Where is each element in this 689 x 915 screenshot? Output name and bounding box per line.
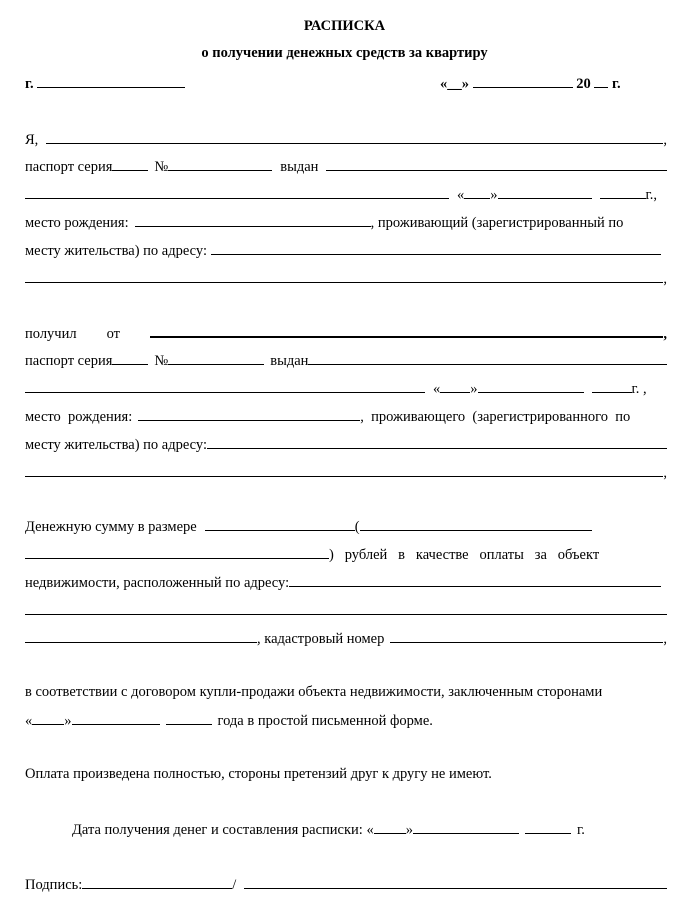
signature-label: Подпись:: [25, 877, 83, 893]
payer-address-row: [25, 435, 667, 454]
sum-amount-row: [25, 517, 667, 536]
payer-residing-label: , проживающего (зарегистрированного по: [360, 409, 631, 425]
document-subtitle: о получении денежных средств за квартиру: [201, 45, 488, 61]
payer-comma: ,: [663, 326, 667, 342]
contract-date-close: »: [64, 713, 72, 729]
contract-date-open: «: [25, 713, 33, 729]
sum-rubles-text: ) рублей в качестве оплаты за объект: [329, 547, 600, 563]
sum-property-blank-3[interactable]: [25, 629, 257, 643]
recipient-number-blank[interactable]: [168, 157, 272, 171]
payer-address-row-2: [25, 463, 667, 482]
receipt-month-blank[interactable]: [413, 820, 519, 834]
receipt-year-suffix: г.: [576, 822, 585, 838]
recipient-name-blank[interactable]: [46, 130, 663, 144]
sum-property-blank-2[interactable]: [25, 601, 667, 615]
payer-quote-open: «: [433, 381, 441, 397]
payer-name-blank[interactable]: [150, 323, 663, 338]
sum-end-comma: ,: [663, 631, 667, 647]
recipient-quote-close: »: [490, 187, 498, 203]
receipt-date-row: [72, 820, 585, 839]
recipient-name-row: [25, 130, 667, 149]
sum-property-label: недвижимости, расположенный по адресу:: [25, 575, 290, 591]
payer-passport-row: [25, 351, 667, 370]
recipient-end-comma: ,: [663, 271, 667, 287]
city-blank[interactable]: [37, 74, 185, 88]
receipt-date-close: »: [405, 822, 413, 838]
recipient-birthplace-label: место рождения:: [25, 215, 129, 231]
payer-number-blank[interactable]: [168, 351, 264, 365]
signature-name-blank[interactable]: [244, 875, 667, 889]
receipt-date-label: Дата получения денег и составления расписки: «: [72, 822, 374, 838]
sum-words-blank-2[interactable]: [25, 545, 329, 559]
document-title: РАСПИСКА: [303, 18, 386, 34]
sum-property-blank[interactable]: [289, 573, 661, 587]
payer-address-blank[interactable]: [207, 435, 667, 449]
payer-address-blank-2[interactable]: [25, 463, 663, 477]
sum-words-blank[interactable]: [360, 517, 592, 531]
recipient-number-sign: №: [154, 159, 169, 175]
date-month-blank[interactable]: [473, 74, 573, 88]
payer-issued-blank[interactable]: [308, 351, 667, 365]
contract-date-row: [25, 711, 667, 730]
receipt-day-blank[interactable]: [374, 820, 406, 834]
recipient-series-blank[interactable]: [112, 157, 148, 171]
date-year-blank[interactable]: [594, 74, 608, 88]
payer-day-blank[interactable]: [440, 379, 470, 393]
recipient-passport-label: паспорт серия: [25, 159, 113, 175]
payer-year-blank[interactable]: [592, 379, 632, 393]
payer-birthplace-blank[interactable]: [138, 407, 360, 421]
date-day: «__»: [440, 76, 469, 92]
recipient-i-label: Я,: [25, 132, 39, 148]
recipient-issuer-blank[interactable]: [25, 185, 449, 199]
sum-cadastral-row: [25, 629, 667, 648]
payer-passport-label: паспорт серия: [25, 353, 113, 369]
payer-address-label: месту жительства) по адресу:: [25, 437, 207, 453]
sum-rubles-row: [25, 545, 667, 564]
sum-paren-open: (: [354, 519, 360, 535]
payer-received-label: получил: [25, 326, 77, 342]
recipient-birthplace-row: [25, 213, 667, 232]
date-year-prefix: 20: [576, 76, 591, 92]
contract-year-blank[interactable]: [166, 711, 212, 725]
payer-number-sign: №: [154, 353, 169, 369]
recipient-address-blank[interactable]: [211, 241, 661, 255]
payer-year-suffix: г. ,: [631, 381, 647, 397]
date-year-suffix: г.: [612, 76, 621, 92]
sum-cadastral-blank[interactable]: [390, 629, 663, 643]
recipient-issued-label: выдан: [280, 159, 319, 175]
signature-row: [25, 875, 667, 894]
signature-slash: /: [232, 877, 237, 893]
payment-text: Оплата произведена полностью, стороны претензий друг к другу не имеют.: [25, 766, 492, 782]
recipient-address-row-2: [25, 269, 667, 288]
payer-issuer-blank[interactable]: [25, 379, 425, 393]
recipient-comma: ,: [663, 132, 667, 148]
contract-text: в соответствии с договором купли-продажи объекта недвижимости, заключенным сторонами: [25, 684, 603, 700]
recipient-passport-row: [25, 157, 667, 176]
recipient-residing-label: , проживающий (зарегистрированный по: [370, 215, 624, 231]
date-field: [440, 74, 621, 93]
city-label: г.: [25, 76, 34, 92]
contract-day-blank[interactable]: [32, 711, 64, 725]
receipt-year-blank[interactable]: [525, 820, 571, 834]
recipient-address-row: [25, 241, 667, 260]
payer-series-blank[interactable]: [112, 351, 148, 365]
recipient-quote-open: «: [457, 187, 465, 203]
contract-form-text: года в простой письменной форме.: [217, 713, 433, 729]
recipient-month-blank[interactable]: [498, 185, 592, 199]
sum-amount-label: Денежную сумму в размере: [25, 519, 197, 535]
sum-amount-blank[interactable]: [205, 517, 355, 531]
sum-cadastral-label: , кадастровый номер: [257, 631, 385, 647]
payer-birthplace-label: место рождения:: [25, 409, 133, 425]
payer-month-blank[interactable]: [478, 379, 584, 393]
recipient-address-blank-2[interactable]: [25, 269, 663, 283]
signature-blank[interactable]: [82, 875, 232, 889]
recipient-day-blank[interactable]: [464, 185, 490, 199]
payer-end-comma: ,: [663, 465, 667, 481]
payer-from-label: от: [106, 326, 120, 342]
recipient-address-label: месту жительства) по адресу:: [25, 243, 207, 259]
recipient-birthplace-blank[interactable]: [135, 213, 371, 227]
city-field: [25, 74, 185, 93]
payer-issued-date-row: [25, 379, 667, 398]
payer-birthplace-row: [25, 407, 667, 426]
recipient-year-blank[interactable]: [600, 185, 646, 199]
contract-month-blank[interactable]: [72, 711, 160, 725]
recipient-issued-date-row: [25, 185, 667, 204]
payer-name-row: [25, 323, 667, 343]
recipient-issued-blank[interactable]: [326, 157, 667, 171]
payer-issued-label: выдан: [270, 353, 309, 369]
payer-quote-close: »: [470, 381, 478, 397]
recipient-year-suffix: г.,: [645, 187, 658, 203]
sum-property-row-2: [25, 601, 667, 615]
sum-property-row: [25, 573, 667, 592]
